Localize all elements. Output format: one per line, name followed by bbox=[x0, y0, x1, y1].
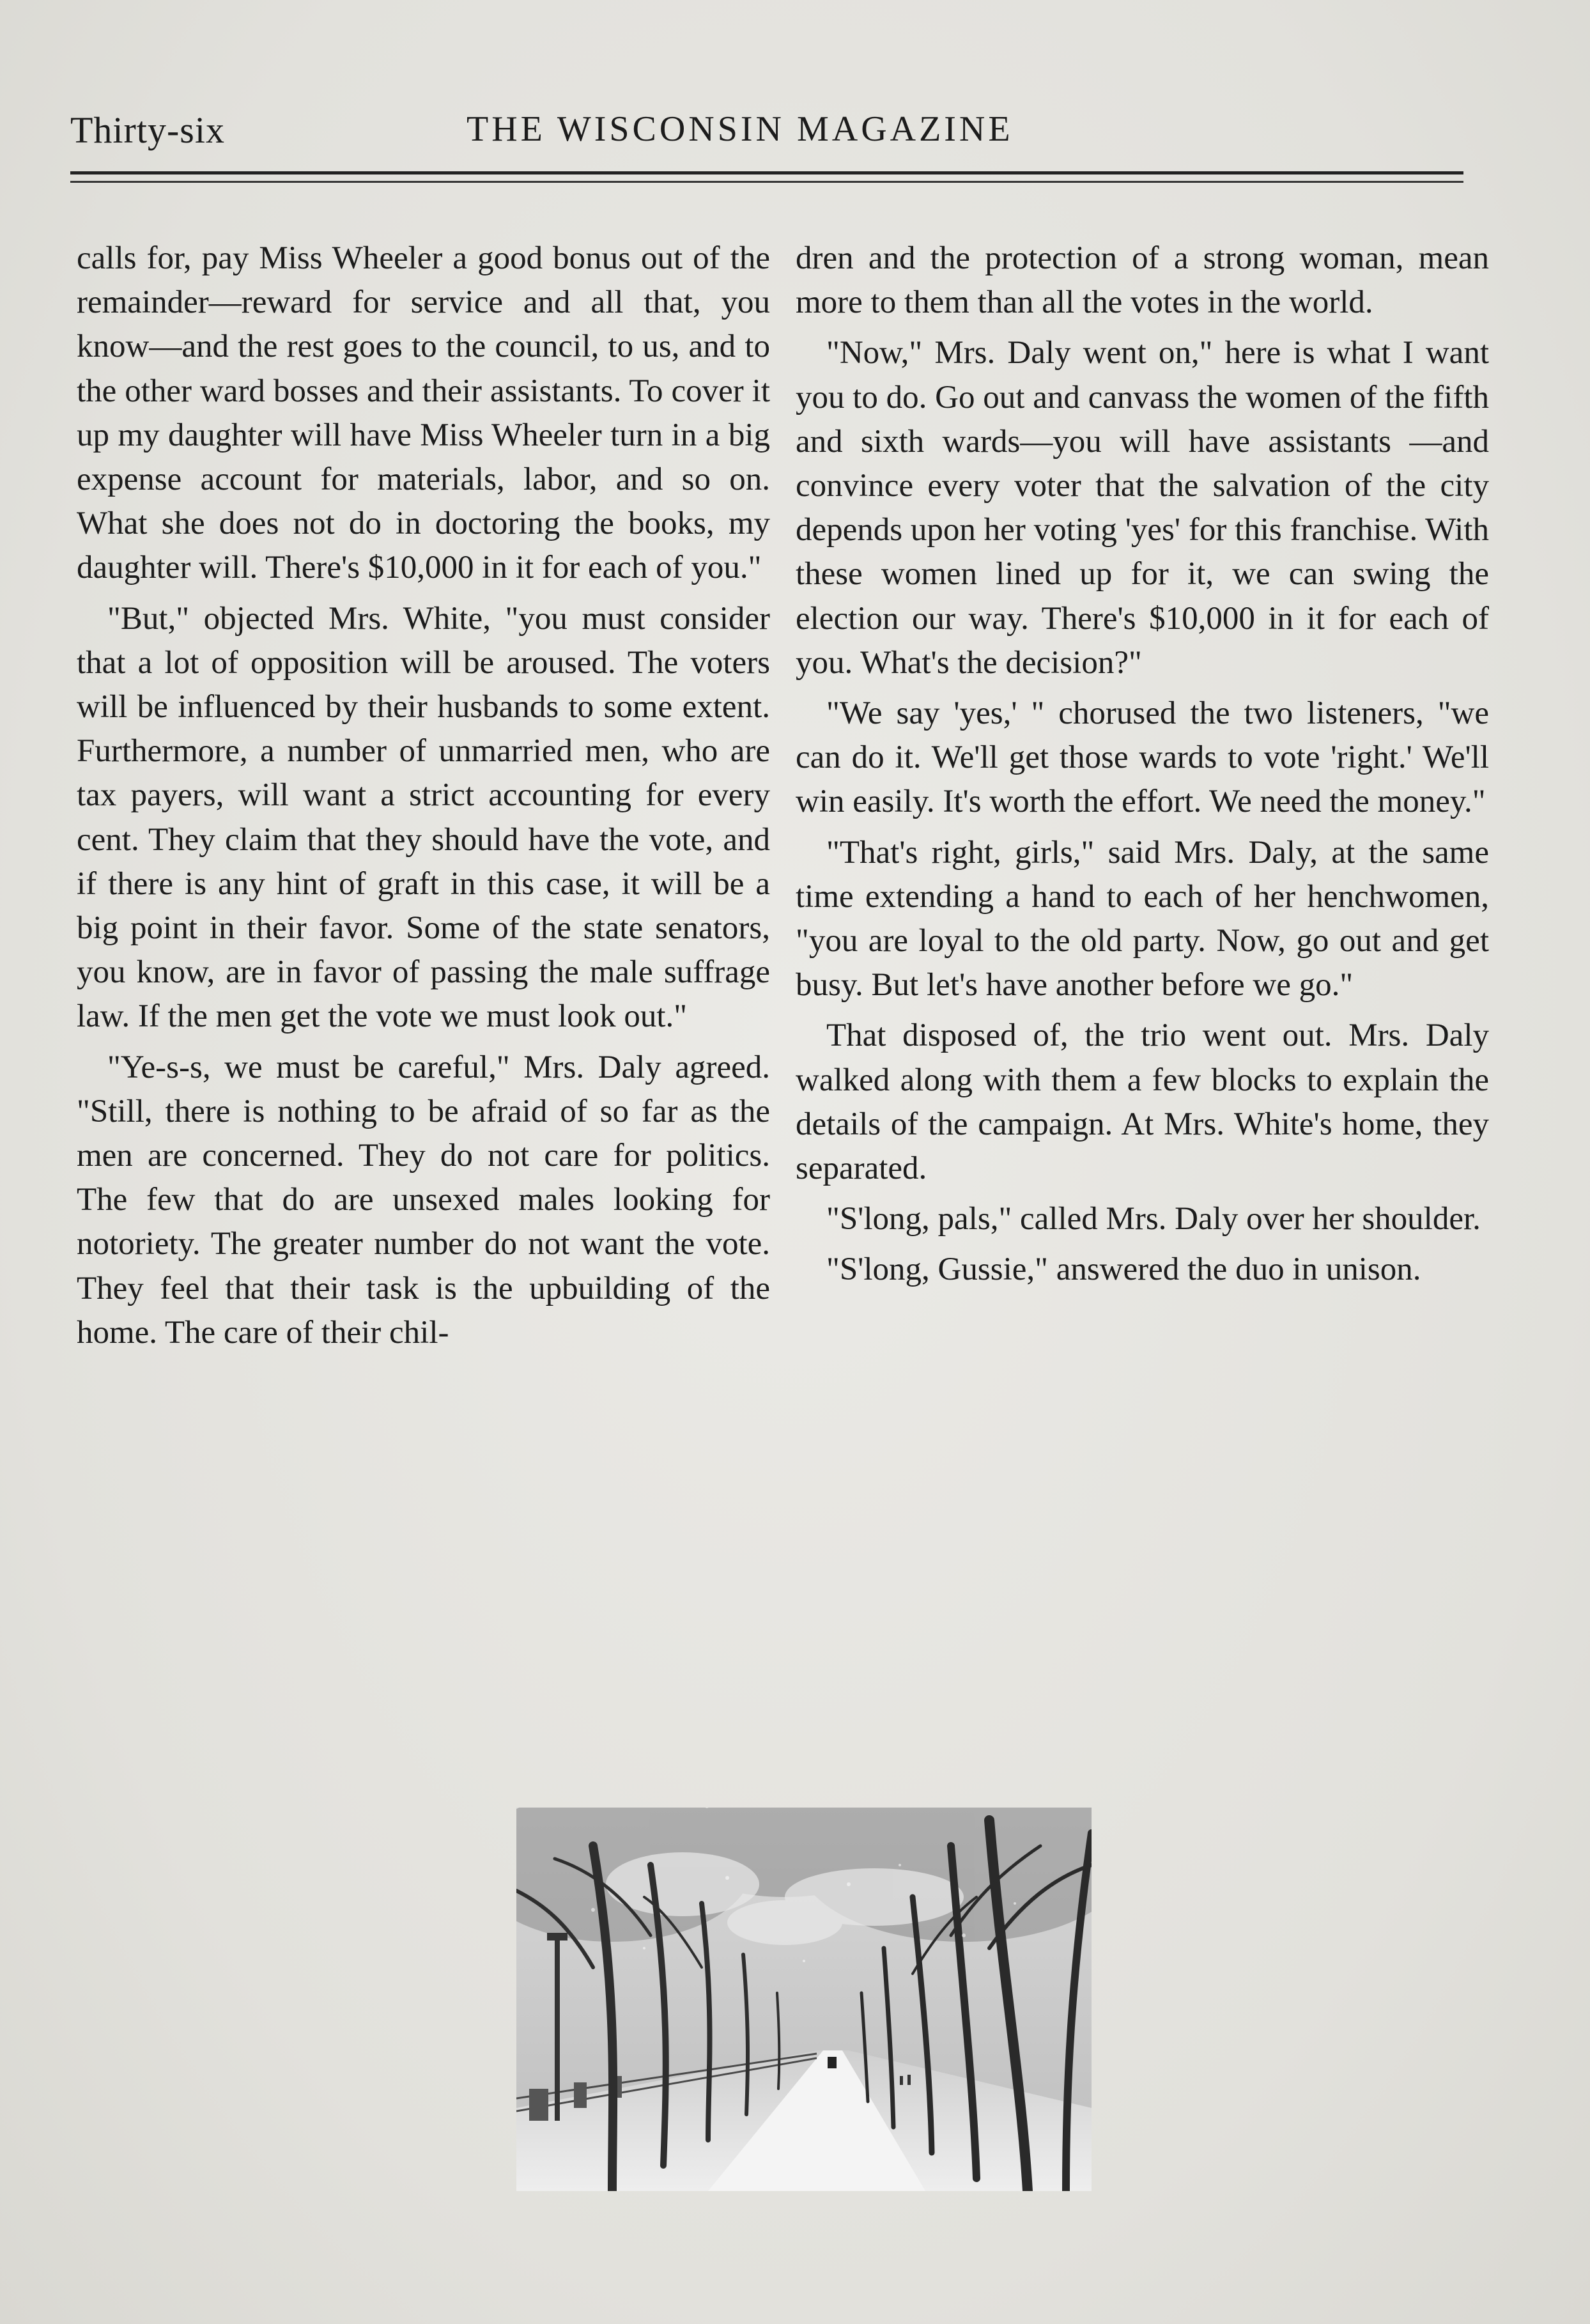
journal-title: THE WISCONSIN MAGAZINE bbox=[467, 109, 1014, 149]
header-rule-thick bbox=[70, 171, 1463, 174]
snowy-street-photo bbox=[516, 1808, 1092, 2191]
right-text-column bbox=[796, 236, 1489, 1292]
snowy-street-illustration bbox=[516, 1808, 1092, 2191]
left-paragraph-2: "But," objected Mrs. White, "you must consider that a lot of opposition will be aroused. The voters will be influenced by their husbands to some extent. Furthermore, a number of unmarried men, who are tax payers, will want a strict accounting for every cent. They claim that they should have the vote, and if there is any hint of graft in this case, it will be a big point in their favor. Some of the state senators, you know, are in favor of passing the male suffrage law. If the men get the vote we must look out." bbox=[77, 600, 770, 1035]
page-number: Thirty-six bbox=[70, 109, 225, 151]
left-paragraph-1: calls for, pay Miss Wheeler a good bonus out of the remainder—reward for service and all that, you know—and the rest goes to the council, to us, and to the other ward bosses and their assistants. To cover it up my daughter will have Miss Wheeler turn in a big expense account for materials, labor, and so on. What she does not do in doctoring the books, my daughter will. There's $10,000 in it for each of you." bbox=[77, 240, 770, 586]
right-paragraph-5: That disposed of, the trio went out. Mrs. Daly walked along with them a few blocks to explain the details of the campaign. At Mrs. White's home, they separated. bbox=[796, 1018, 1489, 1187]
left-text-column bbox=[77, 236, 770, 1355]
right-paragraph-3: "We say 'yes,' " chorused the two listeners, "we can do it. We'll get those wards to vote 'right.' We'll win easily. It's worth the effort. We need the money." bbox=[796, 695, 1489, 820]
right-paragraph-6: "S'long, pals," called Mrs. Daly over her shoulder. bbox=[826, 1201, 1481, 1237]
header-rule-thin bbox=[70, 181, 1463, 183]
right-paragraph-1: dren and the protection of a strong woman, mean more to them than all the votes in the world. bbox=[796, 240, 1489, 321]
right-paragraph-4: "That's right, girls," said Mrs. Daly, at the same time extending a hand to each of her henchwomen, "you are loyal to the old party. Now, go out and get busy. But let's have another before we go." bbox=[796, 834, 1489, 1003]
left-paragraph-3: "Ye-s-s, we must be careful," Mrs. Daly agreed. "Still, there is nothing to be afraid of so far as the men are concerned. They do not care for politics. The few that do are unsexed males looking for notoriety. The greater number do not want the vote. They feel that their task is the upbuilding of the home. The care of their chil- bbox=[77, 1049, 770, 1351]
running-head bbox=[70, 109, 1463, 160]
right-paragraph-7: "S'long, Gussie," answered the duo in unison. bbox=[826, 1251, 1421, 1288]
right-paragraph-2: "Now," Mrs. Daly went on," here is what I want you to do. Go out and canvass the women of the fifth and sixth wards—you will have assistants —and convince every voter that the salvation of the city depends upon her voting 'yes' for this franchise. With these women lined up for it, we can swing the election our way. There's $10,000 in it for each of you. What's the decision?" bbox=[796, 335, 1489, 681]
